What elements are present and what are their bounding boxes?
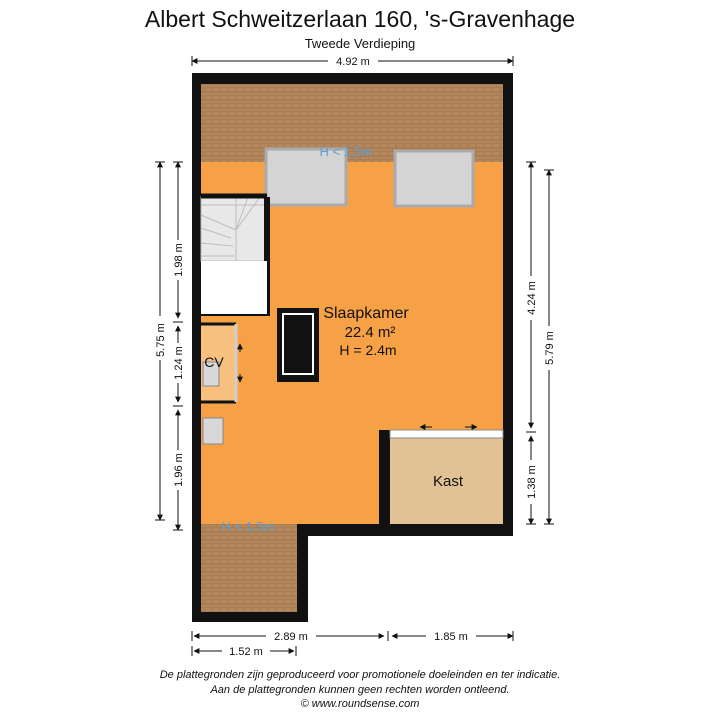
- dim-bottom-small: 1.52 m: [229, 646, 263, 658]
- copyright: © www.roundsense.com: [300, 698, 420, 710]
- room-height: H = 2.4m: [339, 342, 397, 358]
- disclaimer-line-1: De plattegronden zijn geproduceerd voor promotionele doeleinden en ter indicatie.: [159, 669, 561, 681]
- low-ceiling-label-bottom: H < 1.5m: [221, 519, 275, 534]
- roof-slope-bottom: [201, 524, 297, 612]
- dim-left-mid: 1.24 m: [173, 346, 185, 380]
- plan-floor-name: Tweede Verdieping: [304, 36, 416, 51]
- dim-right-upper: 4.24 m: [526, 281, 538, 315]
- room-area: 22.4 m²: [344, 324, 396, 341]
- dim-top-width: 4.92 m: [336, 56, 370, 68]
- dim-left-upper: 1.98 m: [173, 243, 185, 277]
- dim-right-total: 5.79 m: [544, 331, 556, 365]
- low-ceiling-label-top: H < 1.5m: [319, 144, 373, 159]
- dim-bottom-left: 2.89 m: [274, 631, 308, 643]
- sink: [203, 418, 223, 444]
- disclaimer-line-2: Aan de plattegronden kunnen geen rechten worden ontleend.: [210, 684, 510, 696]
- closet-label: Kast: [432, 473, 464, 490]
- dim-bottom-right: 1.85 m: [434, 631, 468, 643]
- dim-left-lower: 1.96 m: [173, 453, 185, 487]
- stair-steps: [201, 197, 265, 262]
- dim-left-total: 5.75 m: [155, 323, 167, 357]
- cv-label: CV: [204, 354, 224, 370]
- room-name: Slaapkamer: [323, 305, 409, 322]
- skylight-right: [395, 151, 473, 206]
- plan-address: Albert Schweitzerlaan 160, 's-Gravenhage: [144, 6, 576, 32]
- dim-right-lower: 1.38 m: [526, 465, 538, 499]
